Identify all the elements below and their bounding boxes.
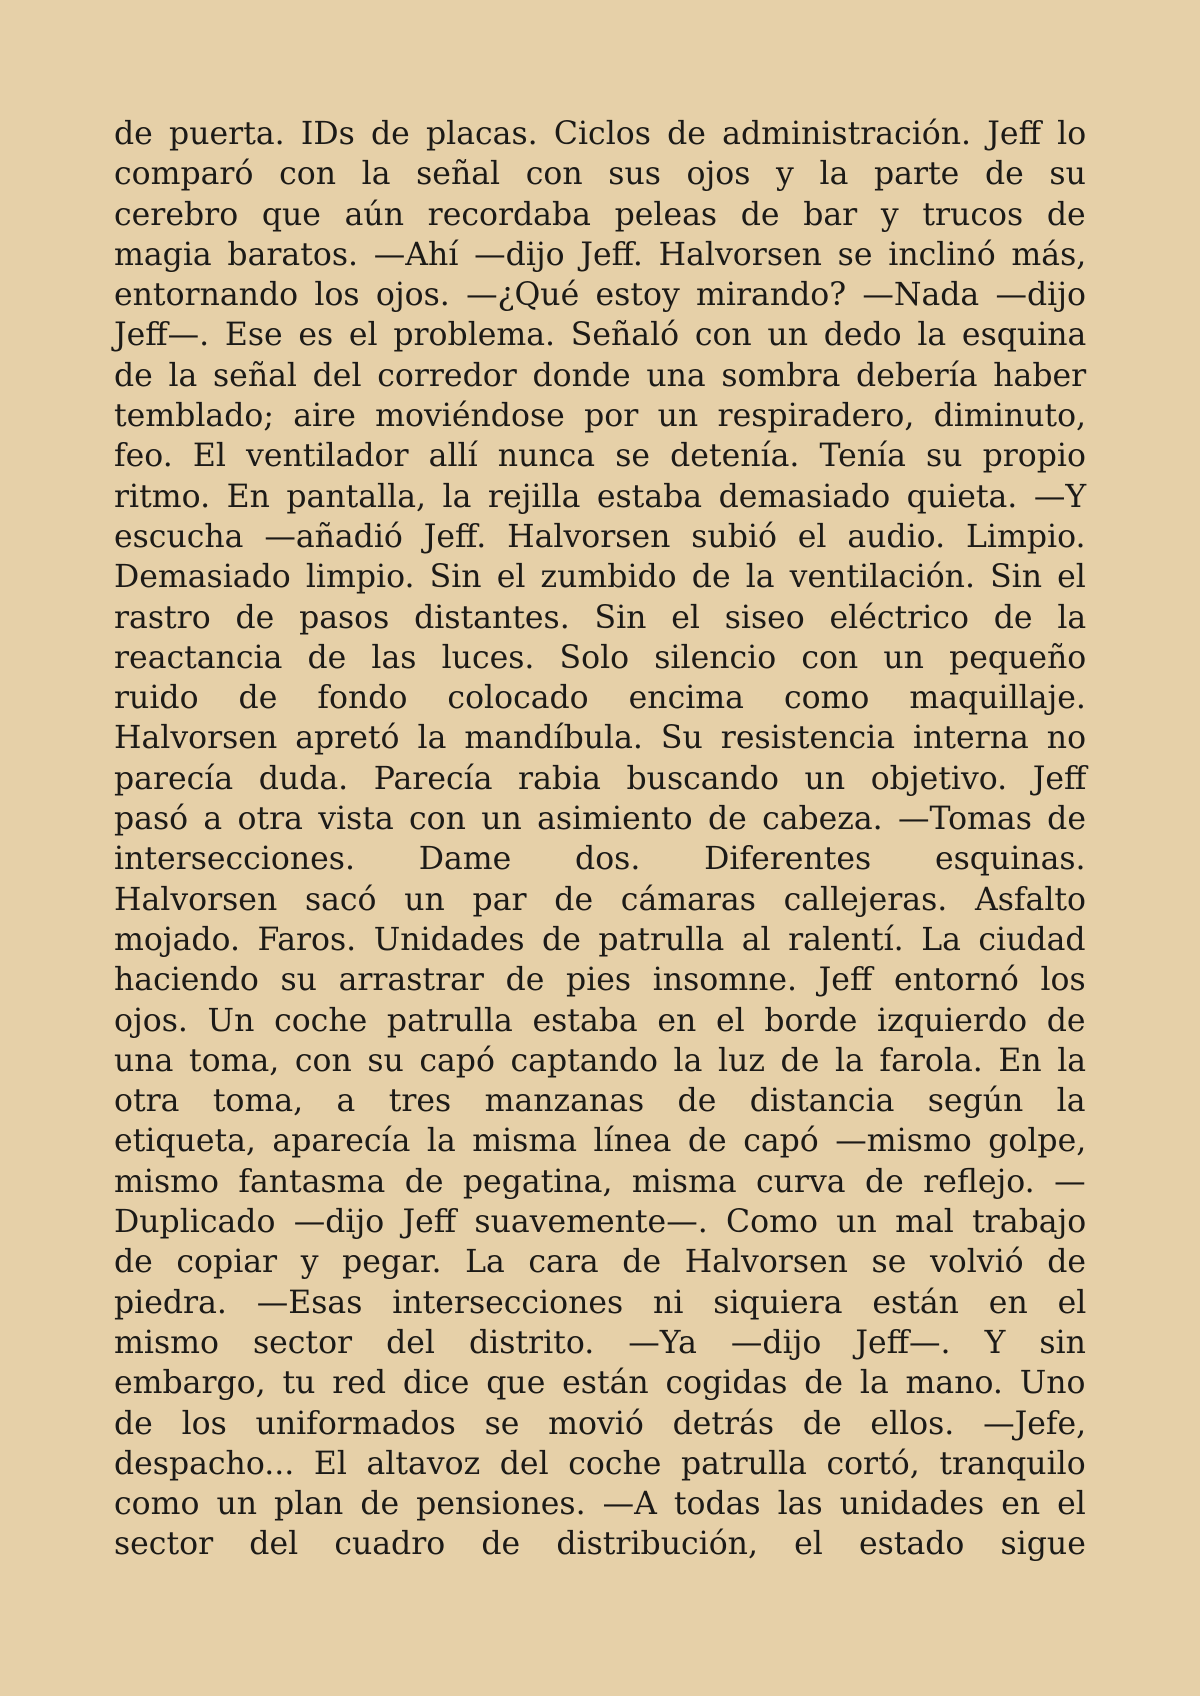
text-line: reactancia de las luces. Solo silencio con un pequeño: [114, 639, 1087, 676]
text-line: entornando los ojos. —¿Qué estoy mirando? —Nada —dijo: [114, 277, 1086, 314]
text-line: Jeff—. Ese es el problema. Señaló con un dedo la esquina: [114, 317, 1087, 354]
text-line: mismo sector del distrito. —Ya —dijo Jeff—. Y sin: [114, 1324, 1086, 1361]
text-line: Demasiado limpio. Sin el zumbido de la ventilación. Sin el: [114, 559, 1086, 596]
text-line: parecía duda. Parecía rabia buscando un objetivo. Jeff: [114, 760, 1087, 797]
text-line: despacho... El altavoz del coche patrulla cortó, tranquilo: [114, 1445, 1086, 1482]
body-text: [114, 114, 1086, 1565]
text-line: una toma, con su capó captando la luz de la farola. En la: [114, 1042, 1087, 1079]
text-line: feo. El ventilador allí nunca se detenía. Tenía su propio: [114, 438, 1086, 475]
text-line: haciendo su arrastrar de pies insomne. Jeff entornó los: [114, 962, 1086, 999]
text-line: Halvorsen sacó un par de cámaras callejeras. Asfalto: [114, 881, 1087, 918]
text-line: mojado. Faros. Unidades de patrulla al ralentí. La ciudad: [114, 921, 1086, 958]
text-line: mismo fantasma de pegatina, misma curva de reflejo. —: [114, 1163, 1086, 1200]
text-line: temblado; aire moviéndose por un respiradero, diminuto,: [114, 398, 1087, 435]
text-line: de los uniformados se movió detrás de ellos. —Jefe,: [114, 1405, 1087, 1442]
text-line: de copiar y pegar. La cara de Halvorsen se volvió de: [114, 1244, 1087, 1281]
text-line: Duplicado —dijo Jeff suavemente—. Como un mal trabajo: [114, 1204, 1087, 1241]
text-line: etiqueta, aparecía la misma línea de capó —mismo golpe,: [114, 1123, 1087, 1160]
text-line: sector del cuadro de distribución, el estado sigue: [114, 1526, 1086, 1563]
text-line: piedra. —Esas intersecciones ni siquiera están en el: [114, 1284, 1087, 1321]
text-line: de puerta. IDs de placas. Ciclos de administración. Jeff lo: [114, 116, 1087, 152]
text-line: Halvorsen apretó la mandíbula. Su resistencia interna no: [114, 720, 1087, 757]
text-line: ruido de fondo colocado encima como maquillaje.: [114, 680, 1086, 717]
text-line: ritmo. En pantalla, la rejilla estaba demasiado quieta. —Y: [114, 478, 1087, 515]
text-line: de la señal del corredor donde una sombra debería haber: [114, 357, 1087, 394]
text-line: magia baratos. —Ahí —dijo Jeff. Halvorsen se inclinó más,: [114, 236, 1087, 273]
text-line: pasó a otra vista con un asimiento de cabeza. —Tomas de: [114, 801, 1086, 838]
text-line: como un plan de pensiones. —A todas las unidades en el: [114, 1486, 1086, 1523]
text-line: comparó con la señal con sus ojos y la parte de su: [114, 156, 1086, 193]
text-line: intersecciones. Dame dos. Diferentes esquinas.: [114, 841, 1086, 878]
text-line: otra toma, a tres manzanas de distancia según la: [114, 1083, 1086, 1120]
text-line: ojos. Un coche patrulla estaba en el borde izquierdo de: [114, 1002, 1086, 1039]
text-line: rastro de pasos distantes. Sin el siseo eléctrico de la: [114, 599, 1087, 636]
text-line: embargo, tu red dice que están cogidas de la mano. Uno: [114, 1365, 1086, 1402]
text-line: escucha —añadió Jeff. Halvorsen subió el audio. Limpio.: [114, 518, 1086, 555]
text-line: cerebro que aún recordaba peleas de bar y trucos de: [114, 196, 1086, 233]
